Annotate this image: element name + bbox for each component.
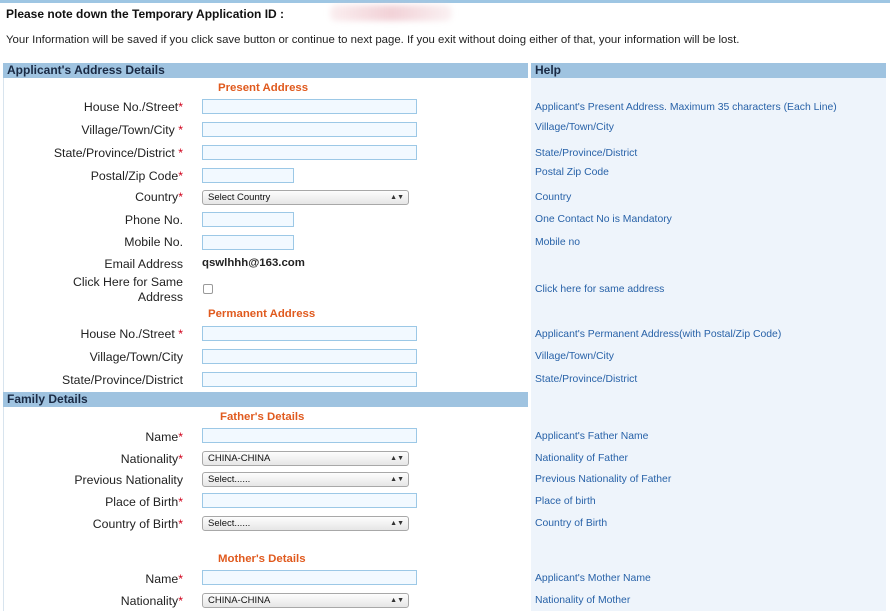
permanent-house-label: House No./Street *: [80, 327, 183, 341]
father-cob-select[interactable]: Select...... ▲▼: [202, 516, 409, 531]
email-label: Email Address: [104, 257, 183, 271]
same-address-checkbox[interactable]: [203, 284, 213, 294]
present-address-title: Present Address: [218, 82, 309, 94]
mother-name-label: Name*: [145, 572, 183, 586]
mother-nationality-select[interactable]: CHINA-CHINA ▲▼: [202, 593, 409, 608]
present-postal-help: Postal Zip Code: [535, 167, 609, 178]
same-address-help: Click here for same address: [535, 284, 665, 295]
save-info-notice: Your Information will be saved if you click save button or continue to next page. If you exit without doing either of that, your information will be lost.: [6, 34, 740, 46]
father-nationality-select[interactable]: CHINA-CHINA ▲▼: [202, 451, 409, 466]
present-house-help: Applicant's Present Address. Maximum 35 characters (Each Line): [535, 102, 837, 113]
father-pob-help: Place of birth: [535, 496, 596, 507]
father-nationality-label: Nationality*: [120, 452, 183, 466]
form-column-border: [3, 78, 4, 611]
father-prev-nationality-help: Previous Nationality of Father: [535, 474, 672, 485]
present-country-label: Country*: [135, 190, 183, 204]
father-prev-nationality-label: Previous Nationality: [74, 473, 183, 487]
present-village-label: Village/Town/City *: [81, 123, 183, 137]
temporary-id-value-redacted: [330, 5, 452, 21]
father-pob-input[interactable]: [202, 493, 417, 508]
mother-nationality-label: Nationality*: [120, 594, 183, 608]
address-section-header: Applicant's Address Details: [3, 63, 528, 78]
father-details-title: Father's Details: [220, 411, 305, 423]
family-section-header: Family Details: [3, 392, 528, 407]
father-pob-label: Place of Birth*: [105, 495, 183, 509]
permanent-house-input[interactable]: [202, 326, 417, 341]
present-mobile-input[interactable]: [202, 235, 294, 250]
mother-nationality-help: Nationality of Mother: [535, 595, 631, 606]
present-postal-label: Postal/Zip Code*: [90, 169, 183, 183]
father-cob-label: Country of Birth*: [92, 517, 183, 531]
present-house-label: House No./Street*: [83, 100, 183, 114]
present-mobile-label: Mobile No.: [124, 235, 183, 249]
father-name-help: Applicant's Father Name: [535, 431, 649, 442]
mother-details-title: Mother's Details: [218, 553, 306, 565]
permanent-state-help: State/Province/District: [535, 374, 638, 385]
present-state-input[interactable]: [202, 145, 417, 160]
father-nationality-help: Nationality of Father: [535, 453, 628, 464]
select-arrows-icon: ▲▼: [390, 597, 404, 604]
permanent-house-help: Applicant's Permanent Address(with Postal/Zip Code): [535, 329, 782, 340]
select-arrows-icon: ▲▼: [390, 520, 404, 527]
present-state-label: State/Province/District *: [53, 146, 183, 160]
present-phone-label: Phone No.: [124, 213, 183, 227]
mother-name-help: Applicant's Mother Name: [535, 573, 651, 584]
permanent-village-input[interactable]: [202, 349, 417, 364]
present-phone-input[interactable]: [202, 212, 294, 227]
select-arrows-icon: ▲▼: [390, 194, 404, 201]
present-postal-input[interactable]: [202, 168, 294, 183]
permanent-address-title: Permanent Address: [208, 308, 316, 320]
help-header: Help: [531, 63, 886, 78]
temporary-id-notice: Please note down the Temporary Application ID :: [6, 7, 285, 21]
present-country-select[interactable]: Select Country ▲▼: [202, 190, 409, 205]
father-cob-help: Country of Birth: [535, 518, 608, 529]
email-value: qswlhhh@163.com: [202, 257, 305, 269]
mother-name-input[interactable]: [202, 570, 417, 585]
same-address-label: Click Here for Same Address: [72, 275, 183, 304]
top-border: [0, 0, 890, 3]
father-name-label: Name*: [145, 430, 183, 444]
father-prev-nationality-select[interactable]: Select...... ▲▼: [202, 472, 409, 487]
present-phone-help: One Contact No is Mandatory: [535, 214, 672, 225]
present-state-help: State/Province/District: [535, 148, 638, 159]
present-house-input[interactable]: [202, 99, 417, 114]
father-name-input[interactable]: [202, 428, 417, 443]
permanent-state-input[interactable]: [202, 372, 417, 387]
present-country-help: Country: [535, 192, 572, 203]
permanent-state-label: State/Province/District: [62, 373, 183, 387]
permanent-village-help: Village/Town/City: [535, 351, 614, 362]
present-village-help: Village/Town/City: [535, 122, 614, 133]
select-arrows-icon: ▲▼: [390, 476, 404, 483]
permanent-village-label: Village/Town/City: [89, 350, 183, 364]
select-arrows-icon: ▲▼: [390, 455, 404, 462]
present-mobile-help: Mobile no: [535, 237, 581, 248]
present-village-input[interactable]: [202, 122, 417, 137]
